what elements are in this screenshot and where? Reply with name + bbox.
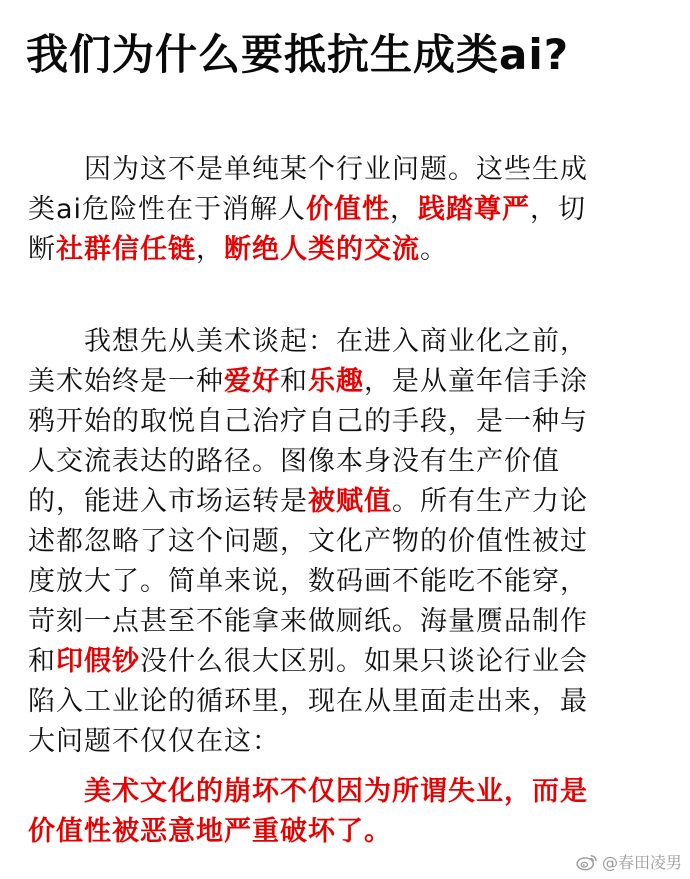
text-segment: 断	[28, 234, 56, 265]
text-line	[28, 190, 668, 230]
text-segment: ，切	[530, 194, 587, 225]
text-line: 度放大了。简单来说，数码画不能吃不能穿，	[28, 566, 588, 597]
text-segment: 美术始终是一种	[28, 366, 224, 397]
text-segment: 类ai危险性在于消解人	[28, 194, 307, 225]
weibo-logo-icon	[576, 853, 598, 871]
highlight-text: 社群信任链	[56, 234, 196, 265]
watermark-text: @春田凌男	[601, 853, 682, 872]
text-segment: 。	[420, 234, 448, 265]
watermark	[576, 850, 682, 873]
text-line	[28, 362, 668, 402]
highlight-text: 美术文化的崩坏不仅因为所谓失业，而是	[84, 776, 588, 807]
text-line	[28, 322, 668, 362]
text-segment: 因为这不是单纯某个行业问题。这些生成	[84, 154, 588, 185]
text-line: 鸦开始的取悦自己治疗自己的手段，是一种与	[28, 406, 588, 437]
text-line: 述都忽略了这个问题，文化产物的价值性被过	[28, 526, 588, 557]
highlight-text: 乐趣	[308, 366, 364, 397]
text-segment: 我想先从美术谈起：在进入商业化之前，	[84, 326, 588, 357]
text-segment: 没什么很大区别。如果只谈论行业会	[140, 646, 588, 677]
highlight-text: 践踏尊严	[418, 194, 531, 225]
text-line: 人交流表达的路径。图像本身没有生产价值	[28, 446, 560, 477]
text-line	[28, 642, 668, 682]
text-segment: ，是从童年信手涂	[364, 366, 588, 397]
highlight-text: 价值性	[306, 194, 391, 225]
text-line: 大问题不仅仅在这：	[28, 726, 280, 757]
text-segment: 和	[280, 366, 308, 397]
text-line: 苛刻一点甚至不能拿来做厕纸。海量赝品制作	[28, 606, 588, 637]
text-line: 陷入工业论的循环里，现在从里面走出来，最	[28, 686, 588, 717]
paragraph-art	[28, 322, 668, 762]
page-title: 我们为什么要抵抗生成类ai?	[26, 30, 570, 79]
text-line	[28, 230, 668, 270]
paragraph-conclusion	[28, 772, 668, 852]
text-line	[28, 482, 668, 522]
highlight-text: 爱好	[224, 366, 280, 397]
text-segment: 和	[28, 646, 56, 677]
text-segment: ，	[390, 194, 419, 225]
text-segment: ，	[196, 234, 224, 265]
paragraph-intro	[28, 150, 668, 270]
text-segment: 的，能进入市场运转是	[28, 486, 308, 517]
text-segment: 。所有生产力论	[392, 486, 588, 517]
highlight-text: 断绝人类的交流	[224, 234, 420, 265]
text-line: 价值性被恶意地严重破坏了。	[28, 816, 392, 847]
highlight-text: 印假钞	[56, 646, 140, 677]
text-line	[28, 150, 668, 190]
text-line	[28, 772, 668, 812]
highlight-text: 被赋值	[308, 486, 392, 517]
